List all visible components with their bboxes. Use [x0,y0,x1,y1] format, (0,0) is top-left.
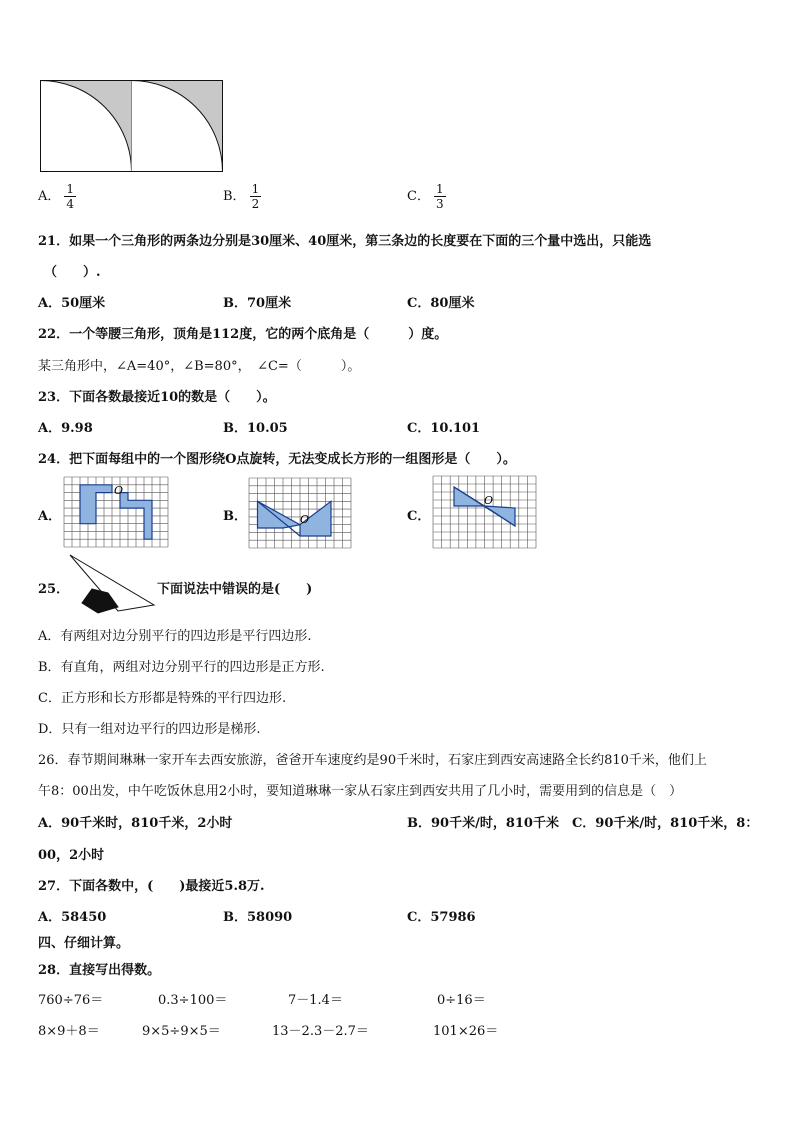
q20-option-a[interactable] [38,182,76,211]
q23-option-b[interactable]: B．10.05 [223,421,288,436]
q26-option-bc[interactable]: B．90千米/时，810千米 C．90千米/时，810千米，8： [407,816,759,831]
point-o-label: O [114,484,124,497]
q26-stem-line1: 26．春节期间琳琳一家开车去西安旅游，爸爸开车速度约是90千米时，石家庄到西安高速路全长约810千米，他们上 [38,753,707,768]
q24-stem: 24．把下面每组中的一个图形绕O点旋转，无法变成长方形的一组图形是（ ）。 [38,452,516,467]
q27-stem: 27．下面各数中，( )最接近5.8万. [38,879,265,894]
q25-stem: 下面说法中错误的是( ) [157,582,313,597]
q20-option-b[interactable] [223,182,261,211]
q20-option-letter: A． [38,189,61,204]
fraction: $\frac{1}{4}$ [66,182,75,211]
calc-item: 13－2.3－2.7＝ [272,1024,369,1039]
calc-item: 7－1.4＝ [288,993,343,1008]
q21-option-b[interactable]: B．70厘米 [223,296,292,311]
q21-option-a[interactable]: A．50厘米 [38,296,106,311]
q21-stem: 21．如果一个三角形的两条边分别是30厘米、40厘米，第三条边的长度要在下面的三个量中选出，只能选 [38,234,652,249]
q24-figure-c [433,476,536,548]
q21-blank: （ ）. [44,265,101,280]
calc-item: 9×5÷9×5＝ [142,1024,221,1039]
q22-substem: 某三角形中，∠A=40°，∠B=80°， ∠C=（ ）。 [38,359,361,374]
q22-stem: 22．一个等腰三角形，顶角是112度，它的两个底角是（ ）度。 [38,327,448,342]
point-o-label: O [484,494,494,507]
calc-item: 760÷76＝ [38,993,104,1008]
q24-option-c-label[interactable]: C． [407,509,431,524]
q23-option-c[interactable]: C．10.101 [407,421,481,436]
calc-item: 0÷16＝ [437,993,486,1008]
fraction: $\frac{1}{2}$ [251,182,260,211]
q20-figure [40,80,224,174]
q26-option-a[interactable]: A．90千米时，810千米，2小时 [38,816,233,831]
q23-option-a[interactable]: A．9.98 [38,421,93,436]
q20-option-letter: C． [407,189,430,204]
q25-option-b[interactable]: B．有直角，两组对边分别平行的四边形是正方形. [38,660,325,675]
q24-figure-a [64,477,168,547]
q24-option-b-label[interactable]: B． [223,509,247,524]
point-o-label: O [300,513,310,526]
q25-option-d[interactable]: D．只有一组对边平行的四边形是梯形. [38,722,261,737]
calc-item: 8×9＋8＝ [38,1024,100,1039]
q25-figure [68,553,158,615]
q25-number: 25． [38,582,70,597]
q23-stem: 23．下面各数最接近10的数是（ ）。 [38,390,276,405]
q20-option-letter: B． [223,189,246,204]
q25-option-c[interactable]: C．正方形和长方形都是特殊的平行四边形. [38,691,287,706]
q24-figure-b [249,478,351,548]
q27-option-b[interactable]: B．58090 [223,910,293,925]
q25-option-a[interactable]: A．有两组对边分别平行的四边形是平行四边形. [38,629,312,644]
q28-stem: 28．直接写出得数。 [38,963,161,978]
q27-option-c[interactable]: C．57986 [407,910,476,925]
calc-item: 0.3÷100＝ [158,993,228,1008]
q24-option-a-label[interactable]: A． [38,509,62,524]
section-title: 四、仔细计算。 [38,936,130,951]
q27-option-a[interactable]: A．58450 [38,910,107,925]
calc-item: 101×26＝ [433,1024,499,1039]
q20-option-c[interactable] [407,182,446,211]
fraction: $\frac{1}{3}$ [435,182,444,211]
q26-stem-line2: 午8：00出发，中午吃饭休息用2小时，要知道琳琳一家从石家庄到西安共用了几小时，需要用到的信息是（ ） [38,784,683,799]
q21-option-c[interactable]: C．80厘米 [407,296,475,311]
q26-option-c-cont: 00，2小时 [38,848,105,863]
